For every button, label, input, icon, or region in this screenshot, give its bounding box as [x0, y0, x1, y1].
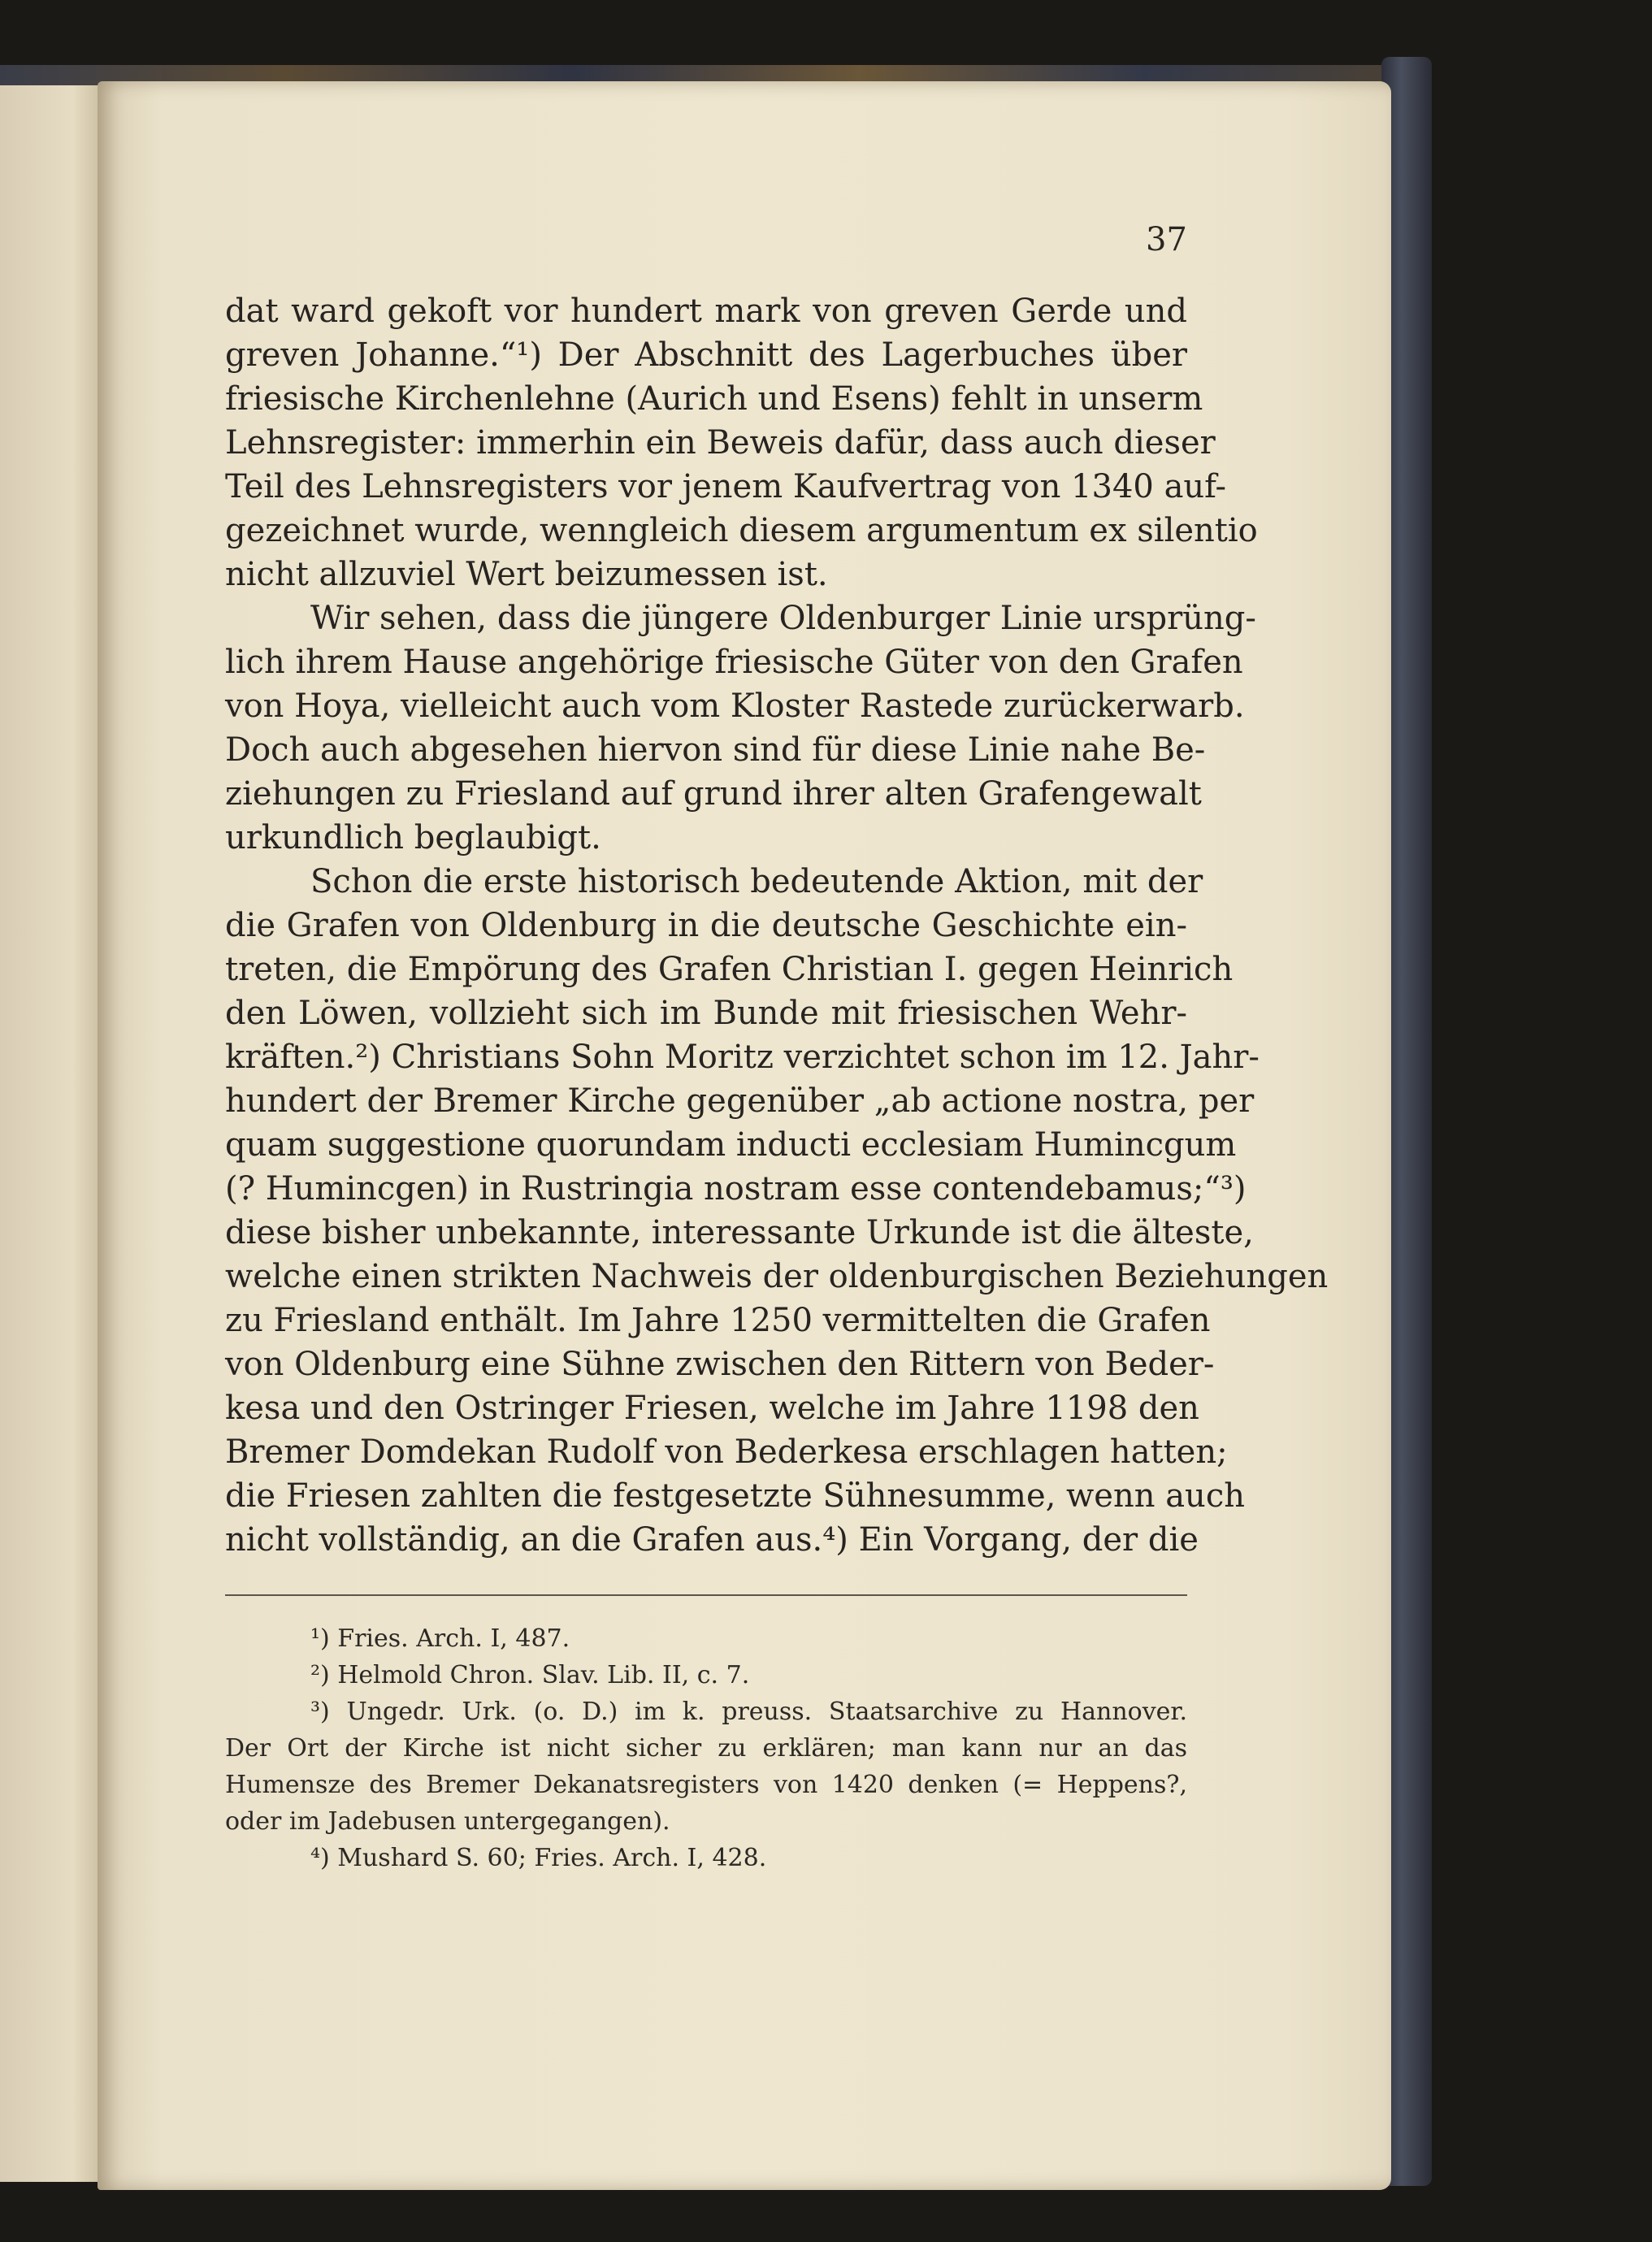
text-line: nicht vollständig, an die Grafen aus.⁴) Ein Vorgang, der die — [225, 1521, 1199, 1559]
footnote-line: ⁴) Mushard S. 60; Fries. Arch. I, 428. — [310, 1844, 767, 1872]
text-line: ziehungen zu Friesland auf grund ihrer alten Grafengewalt — [225, 775, 1202, 813]
text-line: lich ihrem Hause angehörige friesische Güter von den Grafen — [225, 644, 1243, 681]
text-line: Schon die erste historisch bedeutende Aktion, mit der — [310, 863, 1203, 900]
text-line: gezeichnet wurde, wenngleich diesem argumentum ex silentio — [225, 512, 1258, 549]
text-line: Doch auch abgesehen hiervon sind für diese Linie nahe Be- — [225, 731, 1206, 769]
text-line: (? Humincgen) in Rustringia nostram esse contendebamus;“³) — [225, 1170, 1247, 1208]
footnote-line: ²) Helmold Chron. Slav. Lib. II, c. 7. — [310, 1661, 750, 1689]
text-line: kesa und den Ostringer Friesen, welche im Jahre 1198 den — [225, 1390, 1199, 1427]
text-line: zu Friesland enthält. Im Jahre 1250 vermittelten die Grafen — [225, 1302, 1211, 1339]
text-line: Teil des Lehnsregisters vor jenem Kaufvertrag von 1340 auf- — [225, 468, 1227, 505]
text-line: dat ward gekoft vor hundert mark von greven Gerde und — [225, 293, 1187, 330]
footnote-line: oder im Jadebusen untergegangen). — [225, 1807, 670, 1836]
page-number: 37 — [1146, 221, 1187, 258]
text-line: Lehnsregister: immerhin ein Beweis dafür, dass auch dieser — [225, 424, 1216, 462]
text-line: Bremer Domdekan Rudolf von Bederkesa erschlagen hatten; — [225, 1433, 1228, 1471]
text-line: nicht allzuviel Wert beizumessen ist. — [225, 556, 828, 593]
text-line: kräften.²) Christians Sohn Moritz verzichtet schon im 12. Jahr- — [225, 1039, 1260, 1076]
text-line: von Oldenburg eine Sühne zwischen den Rittern von Beder- — [225, 1346, 1215, 1383]
text-line: Wir sehen, dass die jüngere Oldenburger Linie ursprüng- — [310, 600, 1256, 637]
footnote-line: ¹) Fries. Arch. I, 487. — [310, 1624, 570, 1653]
text-line: diese bisher unbekannte, interessante Urkunde ist die älteste, — [225, 1214, 1254, 1251]
text-line: von Hoya, vielleicht auch vom Kloster Rastede zurückerwarb. — [225, 687, 1245, 725]
text-line: hundert der Bremer Kirche gegenüber „ab actione nostra, per — [225, 1082, 1255, 1120]
footnote-rule — [225, 1594, 1187, 1596]
text-line: quam suggestione quorundam inducti ecclesiam Humincgum — [225, 1126, 1237, 1164]
text-line: friesische Kirchenlehne (Aurich und Esens) fehlt in unserm — [225, 380, 1203, 418]
footnote-line: ³) Ungedr. Urk. (o. D.) im k. preuss. Staatsarchive zu Hannover. — [310, 1698, 1187, 1726]
footnote-line: Humensze des Bremer Dekanatsregisters von 1420 denken (= Heppens?, — [225, 1771, 1187, 1799]
body-text — [225, 289, 1329, 1562]
footnote-line: Der Ort der Kirche ist nicht sicher zu erklären; man kann nur an das — [225, 1734, 1187, 1763]
text-line: die Friesen zahlten die festgesetzte Sühnesumme, wenn auch — [225, 1477, 1245, 1515]
text-line: die Grafen von Oldenburg in die deutsche Geschichte ein- — [225, 907, 1187, 944]
text-line: urkundlich beglaubigt. — [225, 819, 601, 856]
text-line: den Löwen, vollzieht sich im Bunde mit friesischen Wehr- — [225, 995, 1187, 1032]
footnotes — [225, 1620, 1187, 1876]
text-line: greven Johanne.“¹) Der Abschnitt des Lagerbuches über — [225, 336, 1187, 374]
text-line: welche einen strikten Nachweis der oldenburgischen Beziehungen — [225, 1258, 1329, 1295]
text-line: treten, die Empörung des Grafen Christian I. gegen Heinrich — [225, 951, 1234, 988]
left-page-edge — [0, 85, 104, 2182]
